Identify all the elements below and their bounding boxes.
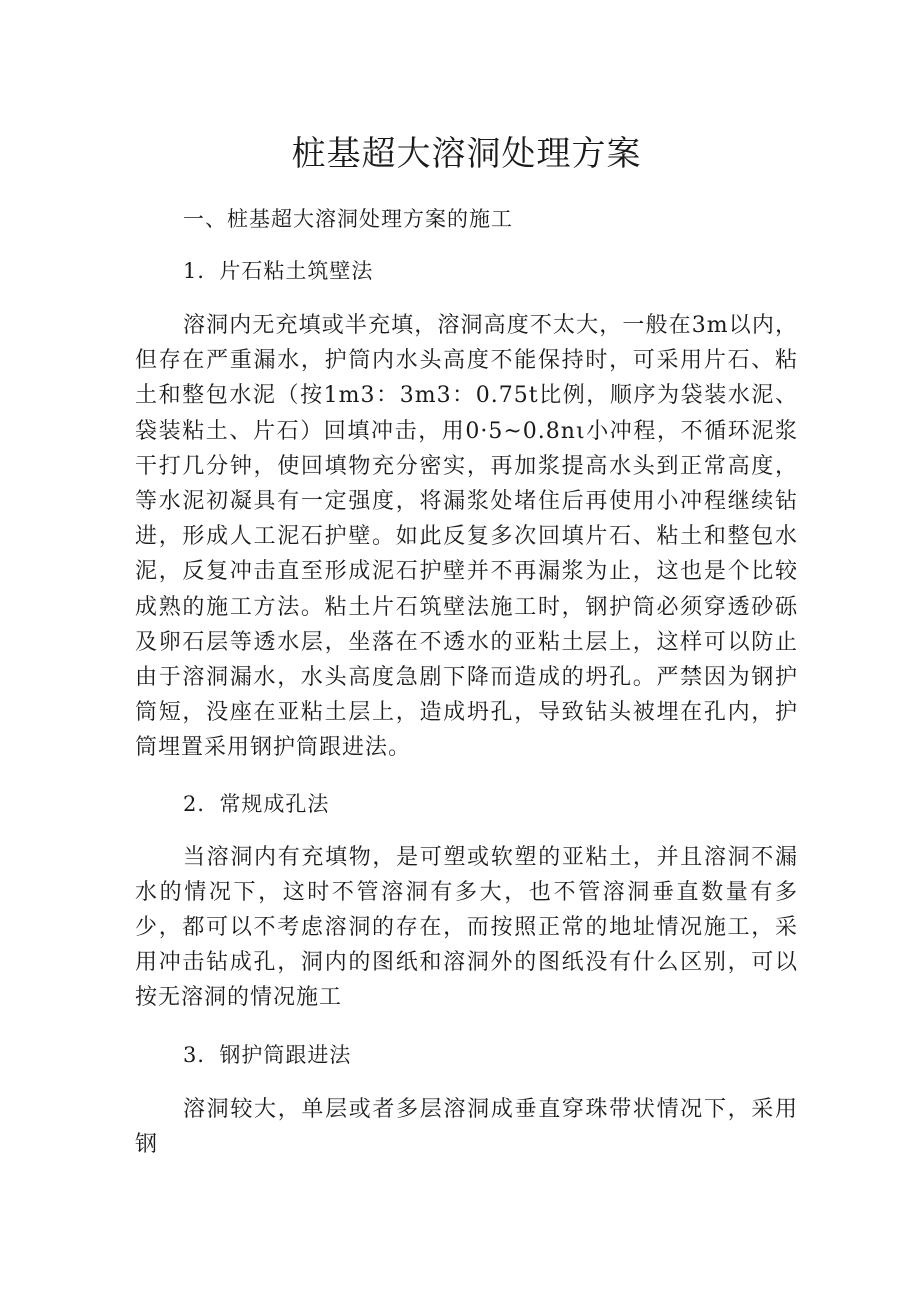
- subsection-heading-2: 2．常规成孔法: [183, 791, 330, 816]
- subsection-heading-3: 3．钢护筒跟进法: [183, 1042, 352, 1067]
- document-title: 桩基超大溶洞处理方案: [291, 134, 642, 174]
- subsection-heading-1: 1．片石粘土筑壁法: [183, 259, 374, 283]
- paragraph-3: 溶洞较大，单层或者多层溶洞成垂直穿珠带状情况下，采用钢: [135, 1096, 798, 1157]
- section-heading: 一、桩基超大溶洞处理方案的施工: [183, 207, 513, 231]
- paragraph-2: 当溶洞内有充填物，是可塑或软塑的亚粘土，并且溶洞不漏水的情况下，这时不管溶洞有多大，也不管溶洞垂直数量有多少，都可以不考虑溶洞的存在，而按照正常的地址情况施工，采用冲击钻成孔，洞内的图纸和溶洞外的图纸没有什么区别，可以按无溶洞的情况施工: [135, 844, 798, 1011]
- paragraph-1: 溶洞内无充填或半充填，溶洞高度不太大，一般在3m以内，但存在严重漏水，护筒内水头高度不能保持时，可采用片石、粘土和整包水泥（按1m3：3m3：0.75t比例，顺序为袋装水泥、袋装粘土、片石）回填冲击，用0·5~0.8nι小冲程，不循环泥浆干打几分钟，使回填物充分密实，再加浆提高水头到正常高度，等水泥初凝具有一定强度，将漏浆处堵住后再使用小冲程继续钻进，形成人工泥石护壁。如此反复多次回填片石、粘土和整包水泥，反复冲击直至形成泥石护壁并不再漏浆为止，这也是个比较成熟的施工方法。粘土片石筑壁法施工时，钢护筒必须穿透砂砾及卵石层等透水层，坐落在不透水的亚粘土层上，这样可以防止由于溶洞漏水，水头高度急剧下降而造成的坍孔。严禁因为钢护筒短，没座在亚粘土层上，造成坍孔，导致钻头被埋在孔内，护筒埋置采用钢护筒跟进法。: [135, 313, 798, 761]
